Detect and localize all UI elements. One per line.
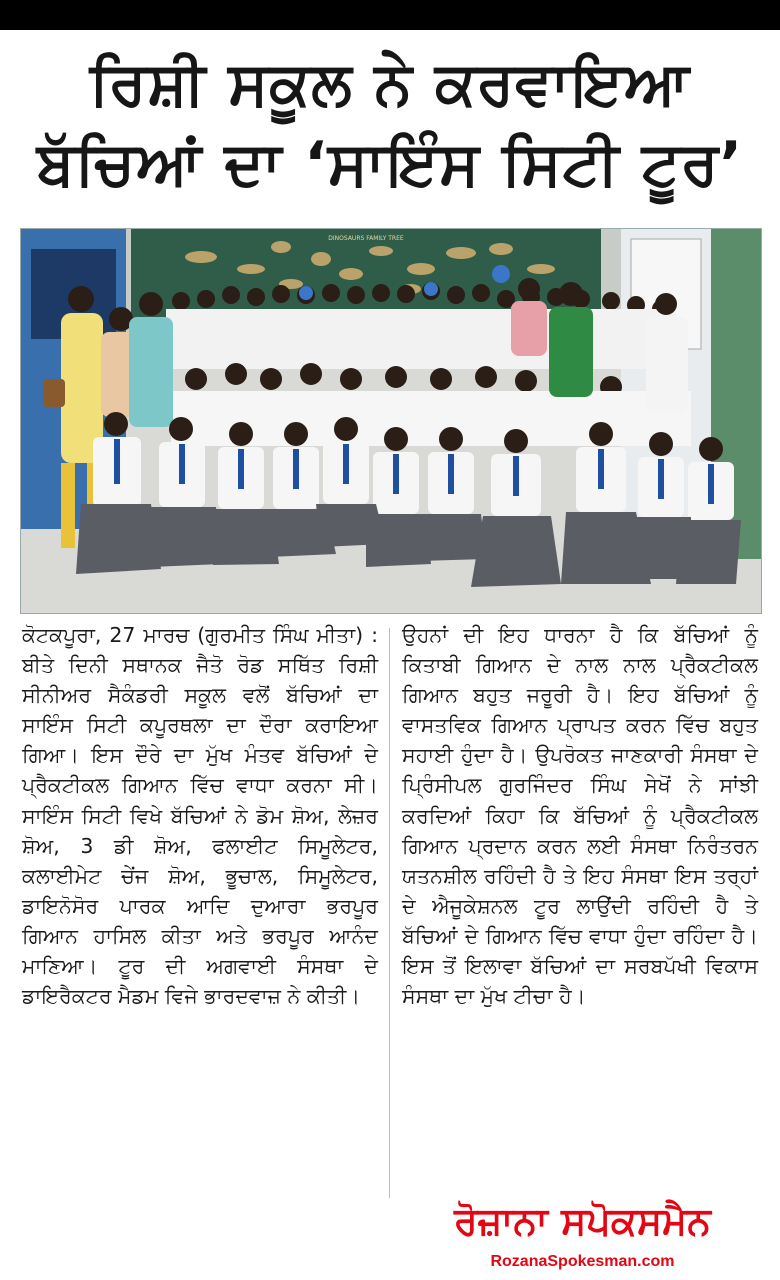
photo-sign-text: DINOSAURS FAMILY TREE [328,235,404,242]
status-bar [0,0,780,30]
headline-line-1: ਰਿਸ਼ੀ ਸਕੂਲ ਨੇ ਕਰਵਾਇਆ [89,49,691,119]
article-column-right: ਉਹਨਾਂ ਦੀ ਇਹ ਧਾਰਨਾ ਹੈ ਕਿ ਬੱਚਿਆਂ ਨੂੰ ਕਿਤਾਬੀ ਗਿਆਨ ਦੇ ਨਾਲ ਨਾਲ ਪ੍ਰੈਕਟੀਕਲ ਗਿਆਨ ਬਹੁਤ ਜਰੂਰੀ ਹੈ। ਇਹ ਬੱਚਿਆਂ ਨੂੰ ਵਾਸਤਵਿਕ ਗਿਆਨ ਪ੍ਰਾਪਤ ਕਰਨ ਵਿੱਚ ਬਹੁਤ ਸਹਾਈ ਹੁੰਦਾ ਹੈ। ਉਪਰੋਕਤ ਜਾਣਕਾਰੀ ਸੰਸਥਾ ਦੇ ਪ੍ਰਿੰਸੀਪਲ ਗੁਰਜਿੰਦਰ ਸਿੰਘ ਸੇਖੋਂ ਨੇ ਸਾਂਝੀ ਕਰਦਿਆਂ ਕਿਹਾ ਕਿ ਬੱਚਿਆਂ ਨੂੰ ਪ੍ਰੈਕਟੀਕਲ ਗਿਆਨ ਪ੍ਰਦਾਨ ਕਰਨ ਲਈ ਸੰਸਥਾ ਨਿਰੰਤਰਨ ਯਤਨਸ਼ੀਲ ਰਹਿੰਦੀ ਹੈ ਤੇ ਇਹ ਸੰਸਥਾ ਇਸ ਤਰ੍ਹਾਂ ਦੇ ਐਜੂਕੇਸ਼ਨਲ ਟੂਰ ਲਾਉਂਦੀ ਰਹਿੰਦੀ ਹੈ ਤੇ ਬੱਚਿਆਂ ਦੇ ਗਿਆਨ ਵਿੱਚ ਵਾਧਾ ਹੁੰਦਾ ਰਹਿੰਦਾ ਹੈ। ਇਸ ਤੋਂ ਇਲਾਵਾ ਬੱਚਿਆਂ ਦਾ ਸਰਬਪੱਖੀ ਵਿਕਾਸ ਸੰਸਥਾ ਦਾ ਮੁੱਖ ਟੀਚਾ ਹੈ। [402,623,758,1009]
group-photo [20,228,762,614]
headline-line-2: ਬੱਚਿਆਂ ਦਾ ‘ਸਾਇੰਸ ਸਿਟੀ ਟੂਰ’ [36,129,744,199]
brand-logo-text: ਰੋਜ਼ਾਨਾ ਸਪੋਕਸਮੈਨ [454,1199,711,1243]
article-column-left: ਕੋਟਕਪੂਰਾ, 27 ਮਾਰਚ (ਗੁਰਮੀਤ ਸਿੰਘ ਮੀਤਾ) : ਬੀਤੇ ਦਿਨੀ ਸਥਾਨਕ ਜੈਤੋ ਰੋਡ ਸਥਿੱਤ ਰਿਸ਼ੀ ਸੀਨੀਅਰ ਸੈਕੰਡਰੀ ਸਕੂਲ ਵਲੋਂ ਬੱਚਿਆਂ ਦਾ ਸਾਇੰਸ ਸਿਟੀ ਕਪੂਰਥਲਾ ਦਾ ਦੌਰਾ ਕਰਾਇਆ ਗਿਆ। ਇਸ ਦੌਰੇ ਦਾ ਮੁੱਖ ਮੰਤਵ ਬੱਚਿਆਂ ਦੇ ਪ੍ਰੈਕਟੀਕਲ ਗਿਆਨ ਵਿੱਚ ਵਾਧਾ ਕਰਨਾ ਸੀ। ਸਾਇੰਸ ਸਿਟੀ ਵਿਖੇ ਬੱਚਿਆਂ ਨੇ ਡੋਮ ਸ਼ੋਅ, ਲੇਜ਼ਰ ਸ਼ੋਅ, 3 ਡੀ ਸ਼ੋਅ, ਫਲਾਈਟ ਸਿਮੂਲੇਟਰ, ਕਲਾਈਮੇਟ ਚੇਂਜ ਸ਼ੋਅ, ਭੂਚਾਲ, ਸਿਮੂਲੇਟਰ, ਡਾਇਨੋਸੋਰ ਪਾਰਕ ਆਦਿ ਦੁਆਰਾ ਭਰਪੂਰ ਗਿਆਨ ਹਾਸਿਲ ਕੀਤਾ ਅਤੇ ਭਰਪੂਰ ਆਨੰਦ ਮਾਣਿਆ। ਟੂਰ ਦੀ ਅਗਵਾਈ ਸੰਸਥਾ ਦੇ ਡਾਇਰੈਕਟਰ ਮੈਡਮ ਵਿਜੇ ਭਾਰਦਵਾਜ਼ ਨੇ ਕੀਤੀ। [22,623,378,1009]
brand-url: RozanaSpokesman.com [490,1253,675,1270]
column-divider [389,628,390,1198]
